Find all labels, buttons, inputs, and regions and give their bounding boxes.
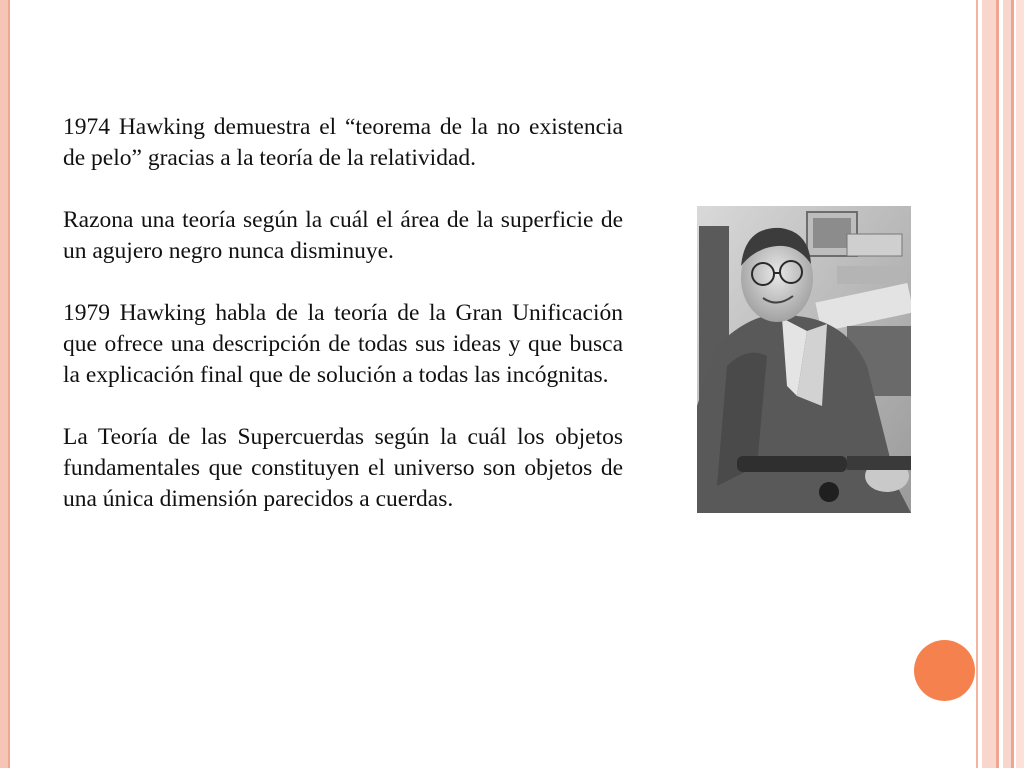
decorative-orange-circle — [914, 640, 975, 701]
paragraph-supercuerdas: La Teoría de las Supercuerdas según la cuál los objetos fundamentales que constituyen el universo son objetos de una única dimensión parecidos a cuerdas. — [63, 424, 623, 512]
paragraph-1974: 1974 Hawking demuestra el “teorema de la no existencia de pelo” gracias a la teoría de la relatividad. — [63, 114, 623, 171]
left-decorative-stripe — [0, 0, 10, 768]
portrait-photo-icon — [697, 206, 911, 513]
right-decorative-stripes — [976, 0, 1024, 768]
paragraph-area-theory: Razona una teoría según la cuál el área de la superficie de un agujero negro nunca disminuye. — [63, 207, 623, 264]
slide-body-text — [63, 112, 623, 546]
paragraph-1979: 1979 Hawking habla de la teoría de la Gran Unificación que ofrece una descripción de todas sus ideas y que busca la explicación final que de solución a todas las incógnitas. — [63, 300, 623, 388]
